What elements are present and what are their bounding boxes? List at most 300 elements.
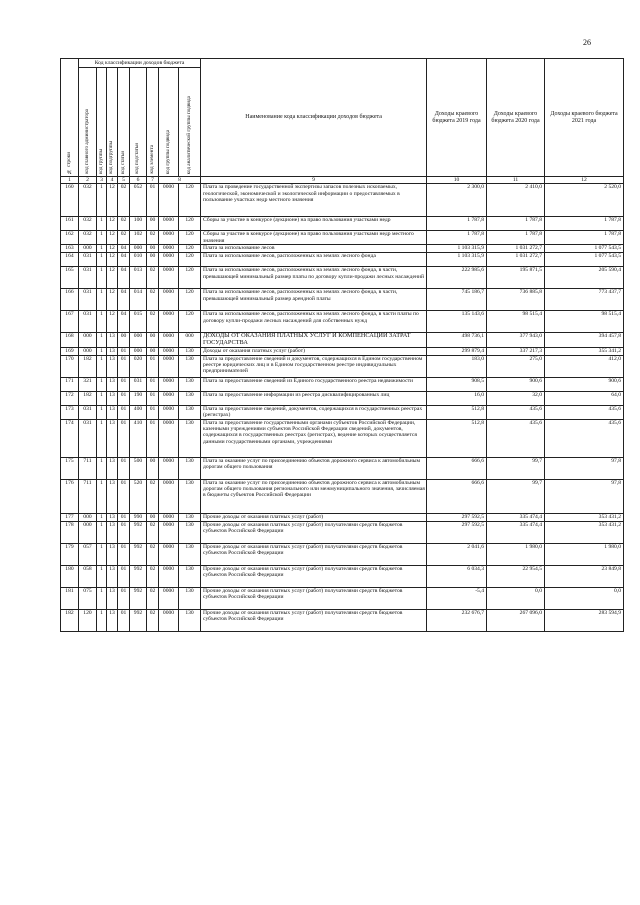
cell-art: 01	[118, 521, 130, 543]
table-row	[61, 479, 624, 513]
table-row	[61, 543, 624, 565]
cell-amount-v3: 355 341,2	[545, 347, 624, 355]
cell-amount-v3: 353 431,2	[545, 513, 624, 521]
cell-art: 02	[118, 231, 130, 245]
cell-art: 01	[118, 419, 130, 457]
table-row	[61, 231, 624, 245]
cell-ag: 130	[179, 513, 201, 521]
cell-sub: 13	[107, 543, 118, 565]
column-number: 11	[487, 177, 545, 184]
cell-adm: 031	[79, 311, 97, 333]
cell-n: 174	[61, 419, 79, 457]
cell-adm: 000	[79, 347, 97, 355]
cell-pg: 0000	[159, 521, 179, 543]
table-row	[61, 267, 624, 289]
cell-grp: 1	[97, 391, 107, 405]
cell-n: 180	[61, 565, 79, 587]
cell-amount-v1: -5,4	[427, 587, 487, 609]
cell-amount-v3: 98 515,4	[545, 311, 624, 333]
cell-grp: 1	[97, 333, 107, 348]
column-number: 4	[107, 177, 118, 184]
cell-subart: 000	[130, 347, 147, 355]
cell-subart: 400	[130, 405, 147, 419]
cell-sub: 12	[107, 245, 118, 253]
cell-pg: 0000	[159, 217, 179, 231]
cell-amount-v2: 2 410,0	[487, 184, 545, 217]
header-name: Наименование кода классификации доходов бюджета	[201, 59, 427, 177]
cell-amount-v3: 205 590,4	[545, 267, 624, 289]
cell-ag: 130	[179, 565, 201, 587]
cell-amount-v1: 297 592,5	[427, 513, 487, 521]
column-number: 5	[118, 177, 130, 184]
header-2020: Доходы краевого бюджета 2020 года	[487, 59, 545, 177]
cell-subart: 020	[130, 355, 147, 377]
cell-el: 02	[147, 289, 159, 311]
cell-amount-v3: 2 520,0	[545, 184, 624, 217]
cell-ag: 130	[179, 457, 201, 479]
cell-amount-v1: 2 300,0	[427, 184, 487, 217]
cell-name: Плата за предоставление сведений, документов, содержащихся в государственных реестрах (регистрах)	[201, 405, 427, 419]
cell-art: 04	[118, 245, 130, 253]
cell-amount-v3: 773 437,7	[545, 289, 624, 311]
cell-grp: 1	[97, 513, 107, 521]
cell-el: 00	[147, 333, 159, 348]
table-row	[61, 184, 624, 217]
cell-amount-v3: 394 457,8	[545, 333, 624, 348]
cell-amount-v2: 267 096,0	[487, 609, 545, 631]
cell-amount-v3: 1 787,8	[545, 231, 624, 245]
cell-pg: 0000	[159, 267, 179, 289]
cell-amount-v3: 64,0	[545, 391, 624, 405]
header-2021: Доходы краевого бюджета 2021 года	[545, 59, 624, 177]
cell-ag: 120	[179, 311, 201, 333]
cell-grp: 1	[97, 479, 107, 513]
table-row	[61, 587, 624, 609]
cell-el: 02	[147, 609, 159, 631]
cell-pg: 0000	[159, 333, 179, 348]
header-code-col: код главного администратора	[79, 68, 97, 177]
table-row	[61, 513, 624, 521]
cell-art: 01	[118, 513, 130, 521]
cell-el: 01	[147, 184, 159, 217]
cell-ag: 130	[179, 377, 201, 391]
table-row	[61, 355, 624, 377]
cell-amount-v1: 135 143,6	[427, 311, 487, 333]
cell-amount-v1: 6 034,3	[427, 565, 487, 587]
cell-el: 02	[147, 587, 159, 609]
cell-subart: 520	[130, 479, 147, 513]
cell-sub: 13	[107, 419, 118, 457]
cell-name: Плата за предоставление государственными органами субъектов Российской Федерации, казенными учреждениями субъектов Российской Федерации сведений, документов, содержащихся в государственных реестрах (регистрах), ведение которых осуществляется данными государственными органами, учреждениями	[201, 419, 427, 457]
cell-adm: 000	[79, 521, 97, 543]
cell-amount-v1: 1 103 315,9	[427, 253, 487, 267]
cell-art: 02	[118, 184, 130, 217]
cell-pg: 0000	[159, 391, 179, 405]
cell-ag: 130	[179, 609, 201, 631]
cell-n: 168	[61, 333, 79, 348]
cell-name: Плата за использование лесов, расположенных на землях лесного фонда, в части, превышающей минимальный размер платы по договору купли-продажи лесных насаждений	[201, 267, 427, 289]
cell-n: 164	[61, 253, 79, 267]
cell-sub: 13	[107, 333, 118, 348]
cell-grp: 1	[97, 457, 107, 479]
cell-n: 181	[61, 587, 79, 609]
cell-name: Плата за использование лесов, расположенных на землях лесного фонда, в части, превышающей минимальный размер арендной платы	[201, 289, 427, 311]
cell-name: Плата за использование лесов	[201, 245, 427, 253]
cell-grp: 1	[97, 253, 107, 267]
cell-pg: 0000	[159, 253, 179, 267]
cell-pg: 0000	[159, 355, 179, 377]
cell-ag: 120	[179, 253, 201, 267]
cell-adm: 058	[79, 565, 97, 587]
cell-adm: 031	[79, 289, 97, 311]
cell-art: 01	[118, 355, 130, 377]
cell-el: 01	[147, 419, 159, 457]
cell-subart: 015	[130, 311, 147, 333]
cell-subart: 031	[130, 377, 147, 391]
cell-name: Плата за проведение государственной экспертизы запасов полезных ископаемых, геологической, экономической и экологической информации о предоставляемых в пользование участках недр местного значения	[201, 184, 427, 217]
cell-sub: 12	[107, 311, 118, 333]
column-number: 9	[201, 177, 427, 184]
cell-amount-v2: 335 474,4	[487, 521, 545, 543]
cell-el: 00	[147, 253, 159, 267]
table-row	[61, 377, 624, 391]
cell-sub: 13	[107, 479, 118, 513]
cell-amount-v2: 1 787,8	[487, 231, 545, 245]
cell-amount-v2: 335 474,4	[487, 513, 545, 521]
cell-adm: 711	[79, 479, 97, 513]
cell-art: 01	[118, 587, 130, 609]
column-number: 6	[130, 177, 147, 184]
cell-el: 01	[147, 377, 159, 391]
cell-grp: 1	[97, 184, 107, 217]
cell-amount-v2: 1 980,0	[487, 543, 545, 565]
cell-n: 173	[61, 405, 79, 419]
cell-grp: 1	[97, 217, 107, 231]
cell-el: 02	[147, 231, 159, 245]
cell-art: 01	[118, 457, 130, 479]
cell-amount-v2: 377 943,0	[487, 333, 545, 348]
cell-n: 162	[61, 231, 79, 245]
cell-amount-v1: 666,6	[427, 457, 487, 479]
cell-amount-v3: 283 594,9	[545, 609, 624, 631]
cell-name: Сборы за участие в конкурсе (аукционе) на право пользования участками недр	[201, 217, 427, 231]
cell-amount-v2: 1 031 272,7	[487, 245, 545, 253]
cell-n: 178	[61, 521, 79, 543]
cell-sub: 13	[107, 521, 118, 543]
cell-pg: 0000	[159, 289, 179, 311]
cell-amount-v3: 1 077 543,5	[545, 245, 624, 253]
cell-pg: 0000	[159, 184, 179, 217]
cell-amount-v2: 435,6	[487, 419, 545, 457]
cell-el: 02	[147, 565, 159, 587]
cell-amount-v1: 1 787,8	[427, 217, 487, 231]
cell-amount-v3: 435,6	[545, 405, 624, 419]
cell-amount-v2: 195 871,5	[487, 267, 545, 289]
column-number: 10	[427, 177, 487, 184]
table-row	[61, 289, 624, 311]
cell-name: Прочие доходы от оказания платных услуг (работ) получателями средств бюджетов субъектов Российской Федерации	[201, 521, 427, 543]
cell-name: Прочие доходы от оказания платных услуг (работ) получателями средств бюджетов субъектов Российской Федерации	[201, 587, 427, 609]
cell-ag: 130	[179, 355, 201, 377]
cell-amount-v1: 222 985,6	[427, 267, 487, 289]
cell-sub: 12	[107, 217, 118, 231]
cell-ag: 130	[179, 479, 201, 513]
cell-art: 01	[118, 543, 130, 565]
cell-subart: 992	[130, 543, 147, 565]
cell-name: Плата за предоставление сведений и документов, содержащихся в Едином государственном реестре юридических лиц и в Едином государственном реестре индивидуальных предпринимателей	[201, 355, 427, 377]
cell-art: 00	[118, 333, 130, 348]
cell-grp: 1	[97, 405, 107, 419]
cell-n: 163	[61, 245, 79, 253]
column-number: 8	[159, 177, 201, 184]
table-row	[61, 245, 624, 253]
cell-art: 01	[118, 479, 130, 513]
cell-art: 01	[118, 391, 130, 405]
cell-sub: 12	[107, 253, 118, 267]
cell-n: 169	[61, 347, 79, 355]
cell-amount-v2: 736 885,8	[487, 289, 545, 311]
cell-subart: 100	[130, 217, 147, 231]
cell-grp: 1	[97, 245, 107, 253]
cell-adm: 000	[79, 245, 97, 253]
cell-name: Плата за предоставление информации из реестра дисквалифицированных лиц	[201, 391, 427, 405]
cell-sub: 12	[107, 231, 118, 245]
cell-adm: 031	[79, 419, 97, 457]
cell-amount-v3: 412,0	[545, 355, 624, 377]
cell-amount-v2: 98 515,4	[487, 311, 545, 333]
cell-el: 02	[147, 479, 159, 513]
cell-name: Доходы от оказания платных услуг (работ)	[201, 347, 427, 355]
cell-subart: 992	[130, 565, 147, 587]
cell-grp: 1	[97, 347, 107, 355]
cell-adm: 031	[79, 267, 97, 289]
cell-adm: 120	[79, 609, 97, 631]
cell-subart: 992	[130, 587, 147, 609]
cell-sub: 13	[107, 513, 118, 521]
cell-subart: 013	[130, 267, 147, 289]
cell-n: 165	[61, 267, 79, 289]
cell-ag: 130	[179, 543, 201, 565]
table-row	[61, 609, 624, 631]
cell-ag: 000	[179, 333, 201, 348]
column-number: 1	[61, 177, 79, 184]
cell-grp: 1	[97, 521, 107, 543]
cell-pg: 0000	[159, 405, 179, 419]
cell-adm: 711	[79, 457, 97, 479]
cell-ag: 120	[179, 245, 201, 253]
cell-el: 01	[147, 355, 159, 377]
header-2019: Доходы краевого бюджета 2019 года	[427, 59, 487, 177]
cell-amount-v1: 512,8	[427, 405, 487, 419]
column-number: 12	[545, 177, 624, 184]
cell-sub: 13	[107, 587, 118, 609]
cell-adm: 182	[79, 391, 97, 405]
cell-n: 167	[61, 311, 79, 333]
cell-grp: 1	[97, 355, 107, 377]
table-row	[61, 333, 624, 348]
cell-amount-v1: 666,6	[427, 479, 487, 513]
cell-art: 02	[118, 217, 130, 231]
cell-sub: 13	[107, 609, 118, 631]
cell-pg: 0000	[159, 609, 179, 631]
cell-subart: 102	[130, 231, 147, 245]
cell-name: Плата за оказание услуг по присоединению объектов дорожного сервиса к автомобильным дорогам общего пользования регионального или межмуниципального значения, зачисляемая в бюджеты субъектов Российской Федерации	[201, 479, 427, 513]
budget-revenue-table	[60, 58, 624, 632]
cell-amount-v2: 99,7	[487, 479, 545, 513]
cell-grp: 1	[97, 377, 107, 391]
cell-amount-v3: 353 431,2	[545, 521, 624, 543]
cell-pg: 0000	[159, 479, 179, 513]
cell-amount-v1: 297 592,5	[427, 521, 487, 543]
cell-grp: 1	[97, 289, 107, 311]
cell-amount-v2: 900,6	[487, 377, 545, 391]
cell-pg: 0000	[159, 311, 179, 333]
cell-ag: 120	[179, 267, 201, 289]
table-row	[61, 253, 624, 267]
cell-ag: 120	[179, 184, 201, 217]
cell-art: 04	[118, 267, 130, 289]
cell-art: 01	[118, 405, 130, 419]
header-code-col: код статьи	[118, 68, 130, 177]
cell-adm: 075	[79, 587, 97, 609]
cell-pg: 0000	[159, 245, 179, 253]
header-code-col: код подгруппы	[107, 68, 118, 177]
cell-amount-v1: 183,0	[427, 355, 487, 377]
cell-ag: 130	[179, 347, 201, 355]
table-row	[61, 391, 624, 405]
cell-pg: 0000	[159, 513, 179, 521]
cell-adm: 000	[79, 513, 97, 521]
cell-el: 00	[147, 457, 159, 479]
cell-amount-v1: 745 186,7	[427, 289, 487, 311]
header-classification-group: Код классификации доходов бюджета	[79, 59, 201, 68]
cell-pg: 0000	[159, 419, 179, 457]
cell-adm: 032	[79, 184, 97, 217]
cell-subart: 000	[130, 245, 147, 253]
cell-amount-v1: 512,8	[427, 419, 487, 457]
cell-art: 04	[118, 289, 130, 311]
cell-n: 170	[61, 355, 79, 377]
cell-adm: 031	[79, 253, 97, 267]
cell-adm: 057	[79, 543, 97, 565]
header-code-col: код группы подвида	[159, 68, 179, 177]
cell-ag: 120	[179, 217, 201, 231]
table-row	[61, 405, 624, 419]
cell-el: 02	[147, 311, 159, 333]
cell-sub: 13	[107, 391, 118, 405]
cell-ag: 120	[179, 289, 201, 311]
cell-pg: 0000	[159, 565, 179, 587]
cell-amount-v2: 99,7	[487, 457, 545, 479]
cell-name: Плата за использование лесов, расположенных на землях лесного фонда, в части платы по договору купли-продажи лесных насаждений для собственных нужд	[201, 311, 427, 333]
cell-name: Прочие доходы от оказания платных услуг (работ) получателями средств бюджетов субъектов Российской Федерации	[201, 543, 427, 565]
cell-adm: 031	[79, 405, 97, 419]
cell-n: 161	[61, 217, 79, 231]
cell-amount-v1: 232 676,7	[427, 609, 487, 631]
cell-el: 00	[147, 217, 159, 231]
cell-n: 179	[61, 543, 79, 565]
cell-sub: 12	[107, 184, 118, 217]
cell-name: Плата за использование лесов, расположенных на землях лесного фонда	[201, 253, 427, 267]
cell-amount-v3: 1 077 543,5	[545, 253, 624, 267]
table-row	[61, 311, 624, 333]
cell-subart: 010	[130, 253, 147, 267]
cell-n: 172	[61, 391, 79, 405]
cell-art: 04	[118, 253, 130, 267]
cell-name: Прочие доходы от оказания платных услуг (работ) получателями средств бюджетов субъектов Российской Федерации	[201, 565, 427, 587]
cell-amount-v2: 0,0	[487, 587, 545, 609]
cell-pg: 0000	[159, 347, 179, 355]
cell-adm: 032	[79, 217, 97, 231]
page-number: 26	[583, 38, 591, 47]
cell-amount-v3: 1 980,0	[545, 543, 624, 565]
cell-subart: 000	[130, 333, 147, 348]
cell-el: 02	[147, 543, 159, 565]
cell-amount-v3: 1 787,8	[545, 217, 624, 231]
table-row	[61, 457, 624, 479]
cell-n: 171	[61, 377, 79, 391]
cell-grp: 1	[97, 609, 107, 631]
cell-sub: 12	[107, 267, 118, 289]
cell-amount-v2: 275,0	[487, 355, 545, 377]
cell-n: 166	[61, 289, 79, 311]
table-row	[61, 565, 624, 587]
cell-amount-v3: 97,8	[545, 457, 624, 479]
cell-ag: 130	[179, 419, 201, 457]
cell-ag: 120	[179, 231, 201, 245]
cell-el: 00	[147, 513, 159, 521]
cell-amount-v3: 0,0	[545, 587, 624, 609]
cell-amount-v1: 498 736,1	[427, 333, 487, 348]
cell-amount-v1: 299 879,4	[427, 347, 487, 355]
cell-n: 182	[61, 609, 79, 631]
cell-sub: 13	[107, 565, 118, 587]
cell-name: Плата за предоставление сведений из Единого государственного реестра недвижимости	[201, 377, 427, 391]
cell-art: 01	[118, 565, 130, 587]
cell-n: 175	[61, 457, 79, 479]
cell-adm: 182	[79, 355, 97, 377]
cell-grp: 1	[97, 267, 107, 289]
cell-name: Плата за оказание услуг по присоединению объектов дорожного сервиса к автомобильным дорогам общего пользования	[201, 457, 427, 479]
cell-amount-v1: 1 103 315,9	[427, 245, 487, 253]
cell-n: 176	[61, 479, 79, 513]
cell-adm: 321	[79, 377, 97, 391]
cell-grp: 1	[97, 587, 107, 609]
cell-amount-v1: 1 787,8	[427, 231, 487, 245]
cell-sub: 12	[107, 289, 118, 311]
cell-amount-v3: 900,6	[545, 377, 624, 391]
cell-amount-v2: 22 954,5	[487, 565, 545, 587]
cell-subart: 014	[130, 289, 147, 311]
cell-amount-v1: 16,0	[427, 391, 487, 405]
header-row-number: № строки	[61, 59, 79, 177]
cell-el: 00	[147, 245, 159, 253]
cell-ag: 130	[179, 405, 201, 419]
cell-sub: 13	[107, 347, 118, 355]
cell-amount-v3: 23 849,8	[545, 565, 624, 587]
cell-subart: 500	[130, 457, 147, 479]
header-code-col: код группы	[97, 68, 107, 177]
cell-grp: 1	[97, 311, 107, 333]
cell-grp: 1	[97, 419, 107, 457]
cell-el: 01	[147, 391, 159, 405]
cell-adm: 000	[79, 333, 97, 348]
cell-pg: 0000	[159, 587, 179, 609]
cell-n: 177	[61, 513, 79, 521]
cell-pg: 0000	[159, 377, 179, 391]
cell-art: 01	[118, 377, 130, 391]
column-number: 3	[97, 177, 107, 184]
